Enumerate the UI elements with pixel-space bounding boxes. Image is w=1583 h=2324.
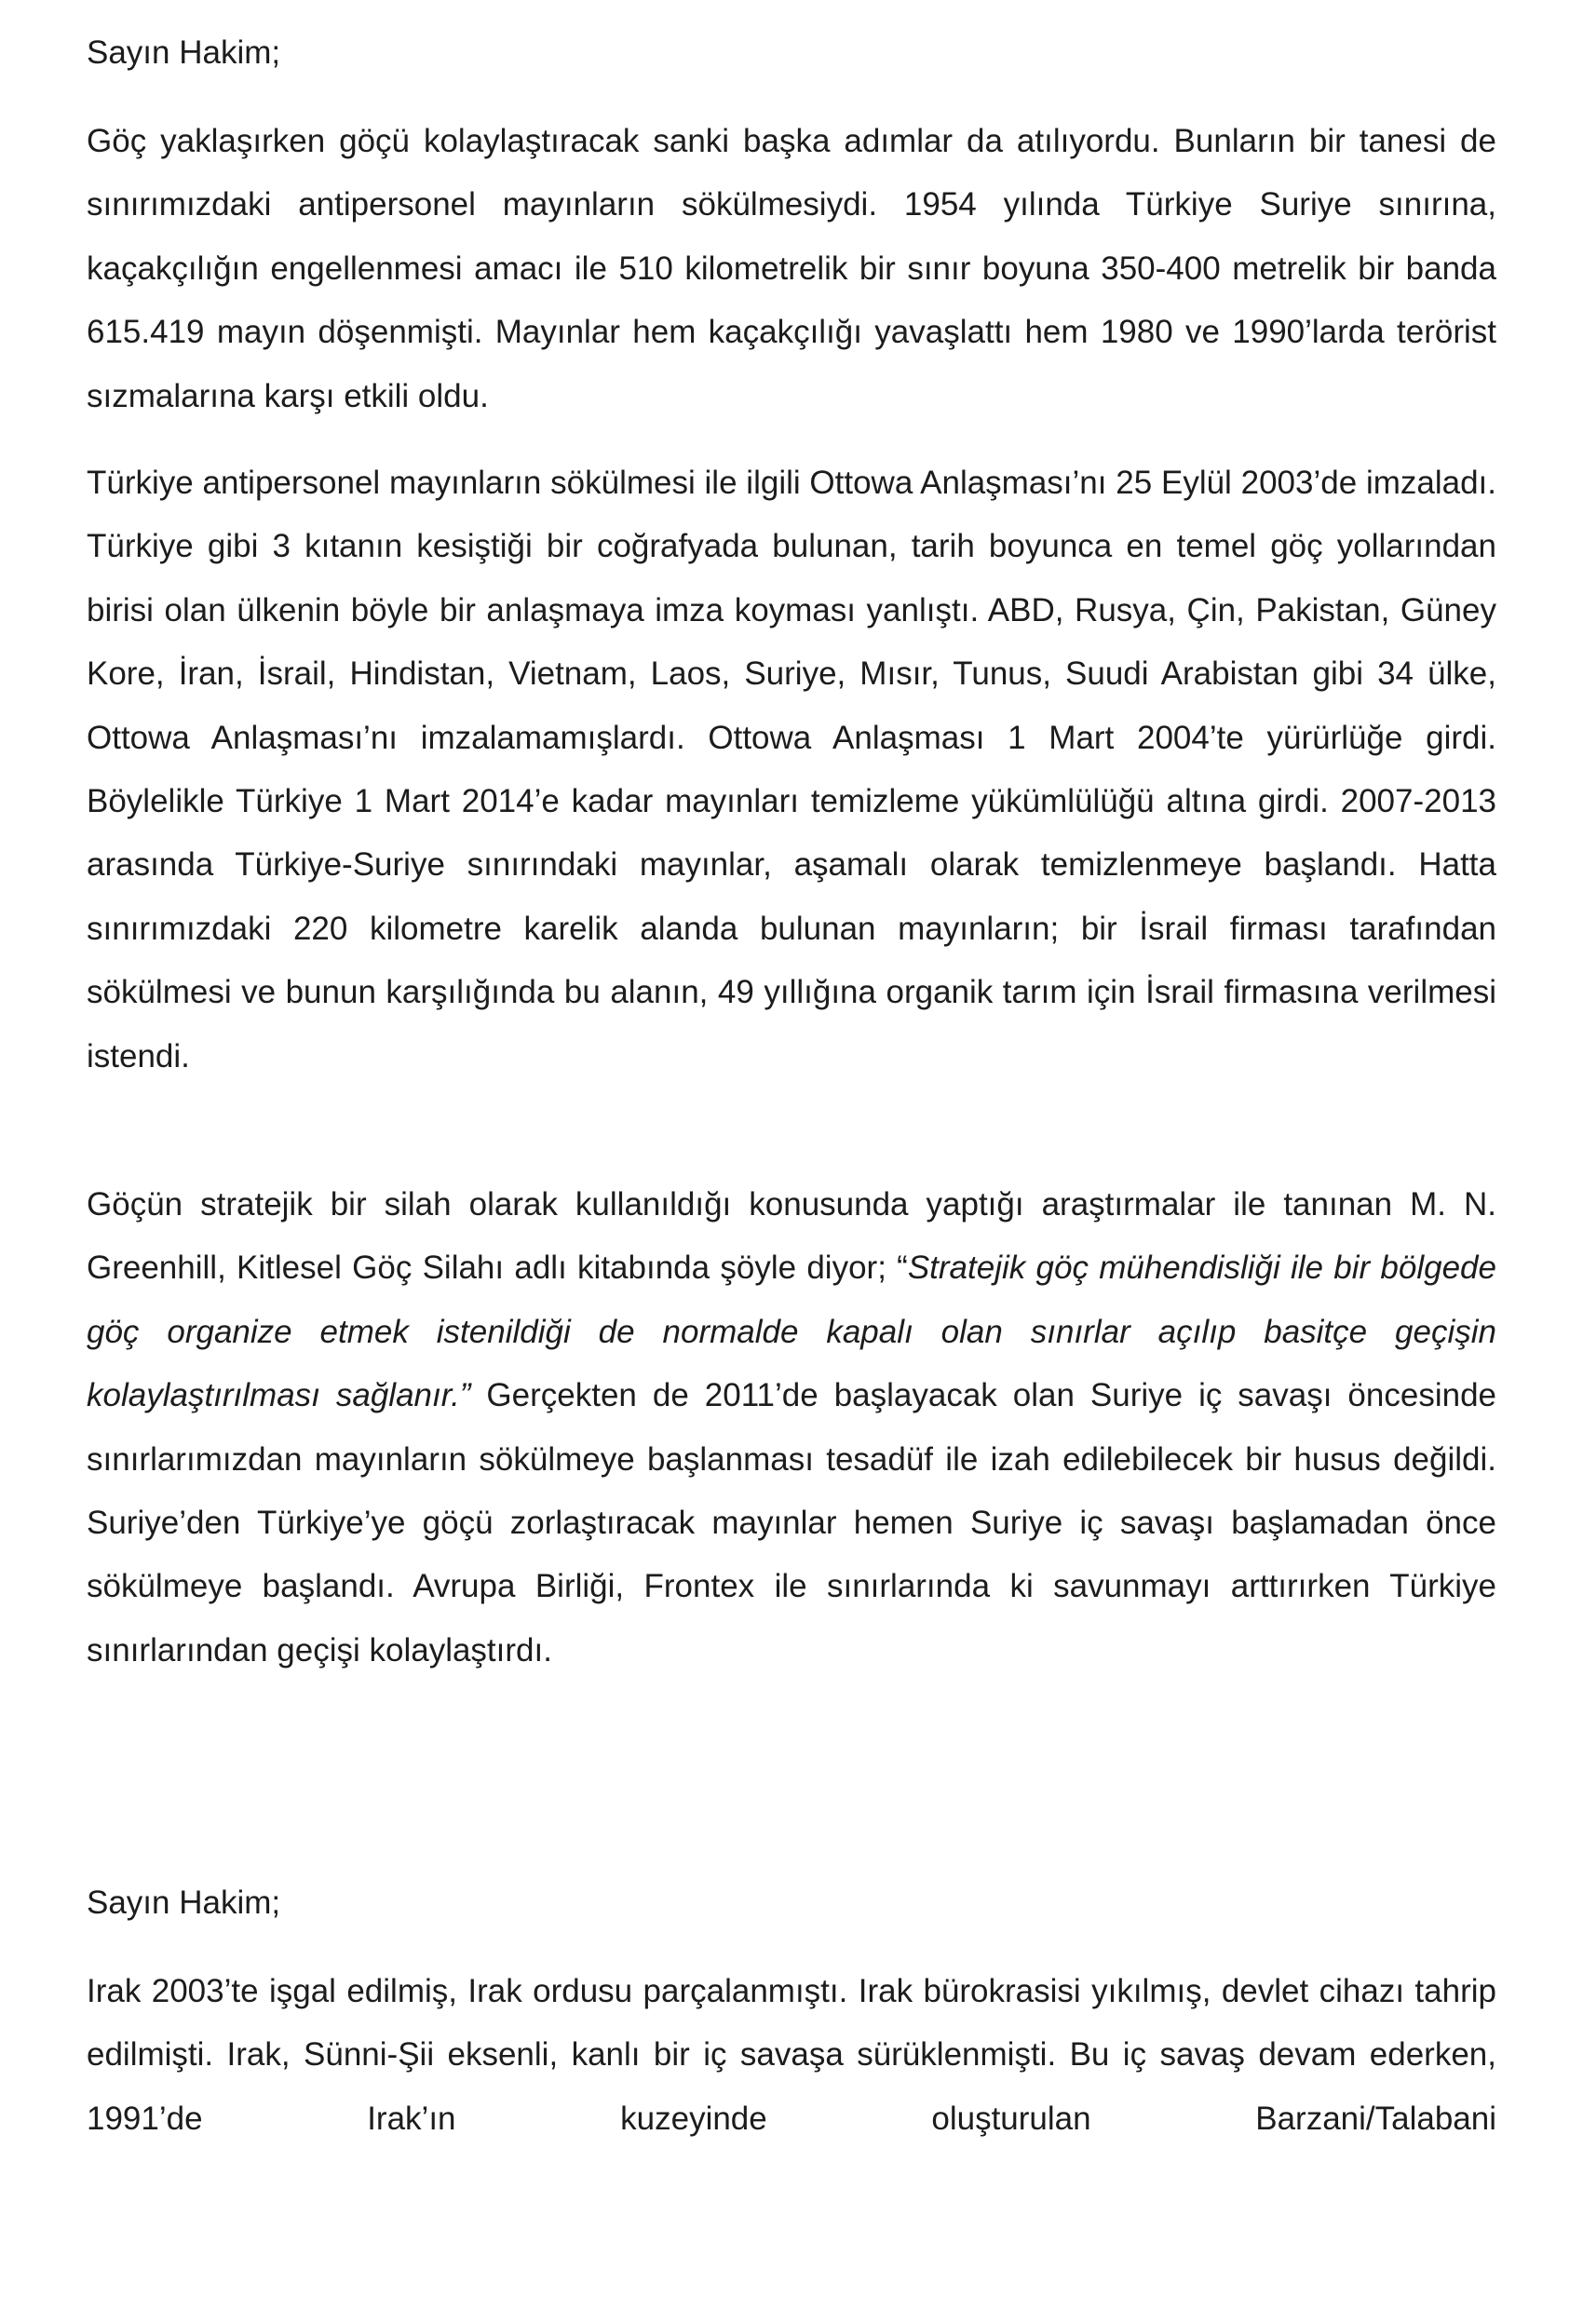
paragraph-3-continuation: Gerçekten de 2011’de başlayacak olan Suriye iç savaşı öncesinde sınırlarımızdan mayınların sökülmeye başlanması tesadüf ile izah edilebilecek bir husus değildi. Suriye’den Türkiye’ye göçü zorlaştıracak mayınlar hemen Suriye iç savaşı başlamadan önce sökülmeye başlandı. Avrupa Birliği, Frontex ile sınırlarında ki savunmayı arttırırken Türkiye sınırlarından geçişi kolaylaştırdı.: [87, 1377, 1496, 1669]
paragraph-4: Irak 2003’te işgal edilmiş, Irak ordusu parçalanmıştı. Irak bürokrasisi yıkılmış, devlet cihazı tahrip edilmişti. Irak, Sünni-Şii eksenli, kanlı bir iç savaşa sürüklenmişti. Bu iç savaş devam ederken, 1991’de Irak’ın kuzeyinde oluşturulan Barzani/Talabani: [87, 1973, 1496, 2137]
paragraph-3-intro: Göçün stratejik bir silah olarak kullanıldığı konusunda yaptığı araştırmalar ile tanınan M. N. Greenhill, Kitlesel Göç Silahı adlı kitabında şöyle diyor; “: [87, 1186, 1496, 1287]
paragraph-3: [87, 1173, 1496, 1682]
paragraph-1: Göç yaklaşırken göçü kolaylaştıracak sanki başka adımlar da atılıyordu. Bunların bir tanesi de sınırımızdaki antipersonel mayınların sökülmesiydi. 1954 yılında Türkiye Suriye sınırına, kaçakçılığın engellenmesi amacı ile 510 kilometrelik bir sınır boyuna 350-400 metrelik bir banda 615.419 mayın döşenmişti. Mayınlar hem kaçakçılığı yavaşlattı hem 1980 ve 1990’larda terörist sızmalarına karşı etkili oldu.: [87, 123, 1496, 414]
salutation-2: Sayın Hakim;: [87, 1885, 281, 1921]
salutation-1: Sayın Hakim;: [87, 34, 281, 71]
greenhill-quote: Stratejik göç mühendisliği ile bir bölgede göç organize etmek istenildiği de normalde kapalı olan sınırlar açılıp basitçe geçişin kolaylaştırılması sağlanır.”: [87, 1250, 1496, 1414]
paragraph-2: Türkiye antipersonel mayınların sökülmesi ile ilgili Ottowa Anlaşması’nı 25 Eylül 2003’de imzaladı. Türkiye gibi 3 kıtanın kesiştiği bir coğrafyada bulunan, tarih boyunca en temel göç yollarından birisi olan ülkenin böyle bir anlaşmaya imza koyması yanlıştı. ABD, Rusya, Çin, Pakistan, Güney Kore, İran, İsrail, Hindistan, Vietnam, Laos, Suriye, Mısır, Tunus, Suudi Arabistan gibi 34 ülke, Ottowa Anlaşması’nı imzalamamışlardı. Ottowa Anlaşması 1 Mart 2004’te yürürlüğe girdi. Böylelikle Türkiye 1 Mart 2014’e kadar mayınları temizleme yükümlülüğü altına girdi. 2007-2013 arasında Türkiye-Suriye sınırındaki mayınlar, aşamalı olarak temizlenmeye başlandı. Hatta sınırımızdaki 220 kilometre karelik alanda bulunan mayınların; bir İsrail firması tarafından sökülmesi ve bunun karşılığında bu alanın, 49 yıllığına organik tarım için İsrail firmasına verilmesi istendi.: [87, 465, 1496, 1074]
